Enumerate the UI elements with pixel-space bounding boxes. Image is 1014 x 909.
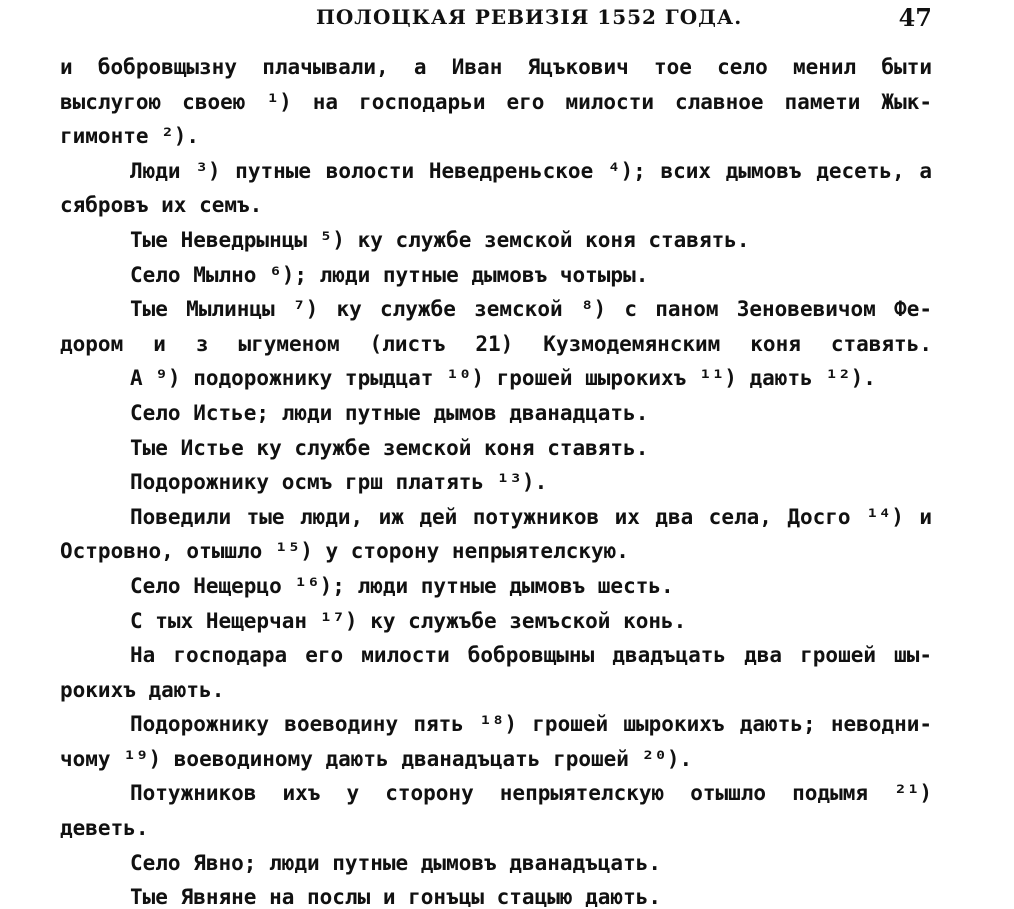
text-line: Подорожнику воеводину пять ¹⁸) грошей шырокихъ дають; неводни- bbox=[130, 712, 932, 737]
text-line: Тые Неведрынцы ⁵) ку службе земской коня ставять. bbox=[130, 227, 750, 252]
text-line: сябровъ их семъ. bbox=[60, 193, 263, 218]
text-line: гимонте ²). bbox=[60, 124, 200, 149]
text-line: Поведили тые люди, иж дей потужников их два села, Досго ¹⁴) и bbox=[130, 504, 932, 529]
text-line: Тые Явняне на послы и гонъцы стацыю дають. bbox=[130, 885, 662, 909]
text-line: Островно, отышло ¹⁵) у сторону непрыятелскую. bbox=[60, 539, 629, 564]
text-line: Село Нещерцо ¹⁶); люди путные дымовъ шесть. bbox=[130, 573, 674, 598]
text-line: и бобровщызну плачывали, а Иван Яцъкович тое село менил быти bbox=[60, 55, 932, 79]
text-line: С тых Нещерчан ¹⁷) ку служъбе земъской конь. bbox=[130, 608, 687, 633]
text-line: рокихъ дають. bbox=[60, 677, 225, 702]
page-header bbox=[0, 3, 1014, 31]
text-line: На господара его милости бобровщыны двадъцать два грошей шы- bbox=[130, 643, 932, 668]
page-number: 47 bbox=[898, 3, 932, 32]
text-line: Тые Истье ку службе земской коня ставять. bbox=[130, 435, 649, 460]
text-line: Люди ³) путные волости Неведреньское ⁴); всих дымовъ десеть, а bbox=[130, 158, 932, 183]
text-line: Подорожнику осмъ грш платять ¹³). bbox=[130, 470, 548, 495]
text-line: дором и з ыгуменом (листъ 21) Кузмодемянским коня ставять. bbox=[60, 331, 932, 356]
text-line: Село Явно; люди путные дымовъ дванадъцать. bbox=[130, 850, 662, 875]
text-line: Потужников ихъ у сторону непрыятелскую отышло подымя ²¹) bbox=[130, 781, 932, 806]
text-line: Тые Мылинцы ⁷) ку службе земской ⁸) с паном Зеновевичом Фе- bbox=[130, 297, 932, 322]
text-line: чому ¹⁹) воеводиному дають дванадъцать грошей ²⁰). bbox=[60, 746, 693, 771]
text-line: Село Истье; люди путные дымов дванадцать. bbox=[130, 400, 649, 425]
text-line: деветь. bbox=[60, 816, 149, 841]
text-line: выслугою своею ¹) на господарьи его милости славное памети Жык- bbox=[60, 89, 932, 114]
running-title: ПОЛОЦКАЯ РЕВИЗІЯ 1552 ГОДА. bbox=[316, 5, 743, 29]
text-line: А ⁹) подорожнику трыдцат ¹⁰) грошей шырокихъ ¹¹) дають ¹²). bbox=[130, 366, 876, 391]
body-text bbox=[60, 50, 932, 909]
text-line: Село Мылно ⁶); люди путные дымовъ чотыры. bbox=[130, 262, 649, 287]
